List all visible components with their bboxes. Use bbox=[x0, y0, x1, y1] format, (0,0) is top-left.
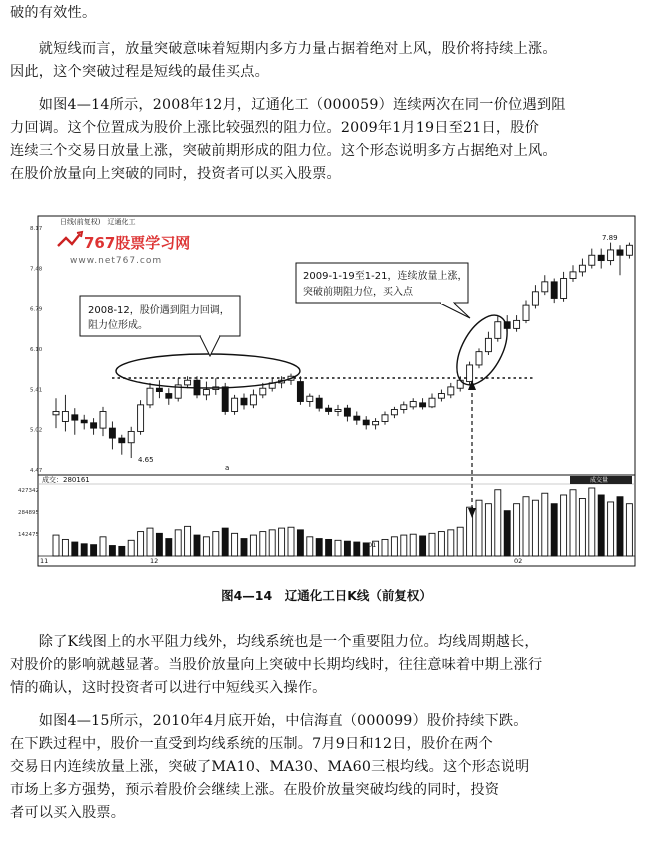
volume-label: 成交：280161 bbox=[42, 476, 90, 484]
annotation-left bbox=[80, 296, 240, 356]
volume-bar bbox=[128, 540, 134, 556]
candle bbox=[438, 390, 444, 402]
volume-bar bbox=[344, 541, 350, 556]
candle bbox=[457, 376, 463, 391]
volume-tick-label: 284895 bbox=[18, 510, 39, 516]
candle bbox=[269, 378, 275, 391]
volume-bar bbox=[109, 546, 115, 556]
volume-bar bbox=[175, 530, 181, 556]
volume-bar bbox=[260, 532, 266, 556]
paragraph-4-line-5: 者可以买入股票。 bbox=[10, 805, 126, 821]
annotation-right-line-1: 2009-1-19至1-21，连续放量上涨， bbox=[303, 271, 468, 282]
candle bbox=[626, 243, 632, 259]
volume-tick-label: 427342 bbox=[18, 488, 39, 494]
volume-bar bbox=[438, 532, 444, 556]
volume-tick-label: 142475 bbox=[18, 532, 39, 538]
volume-bar bbox=[391, 537, 397, 556]
volume-bar bbox=[279, 528, 285, 556]
volume-bar bbox=[532, 500, 538, 556]
volume-bar bbox=[241, 539, 247, 556]
volume-bar bbox=[429, 533, 435, 556]
volume-bar bbox=[138, 532, 144, 556]
volume-bar bbox=[288, 527, 294, 556]
volume-bar bbox=[297, 530, 303, 556]
paragraph-4-line-1: 如图4—15所示，2010年4月底开始，中信海直（000099）股价持续下跌。 bbox=[10, 713, 528, 729]
paragraph-2-line-4: 在股价放量向上突破的同时，投资者可以买入股票。 bbox=[10, 166, 341, 182]
date-label-dec: 12 bbox=[150, 557, 159, 565]
candle bbox=[62, 395, 68, 432]
candle bbox=[53, 398, 59, 428]
volume-bar bbox=[100, 537, 106, 556]
watermark-title: 767股票学习网 bbox=[84, 234, 191, 252]
candle bbox=[523, 300, 529, 323]
candle bbox=[203, 382, 209, 401]
paragraph-4-line-3: 交易日内连续放量上涨，突破了MA10、MA30、MA60三根均线。这个形态说明 bbox=[10, 759, 530, 775]
candle bbox=[401, 402, 407, 414]
volume-bar bbox=[185, 526, 191, 556]
candle bbox=[297, 376, 303, 405]
candle bbox=[410, 398, 416, 409]
volume-bar bbox=[213, 532, 219, 556]
price-tick-label: 5.02 bbox=[30, 427, 43, 434]
volume-bar bbox=[81, 544, 87, 556]
candle bbox=[354, 411, 360, 424]
candle bbox=[175, 378, 181, 401]
volume-bar bbox=[410, 534, 416, 556]
candle bbox=[561, 272, 567, 302]
volume-bar bbox=[401, 535, 407, 556]
volume-bar bbox=[91, 545, 97, 556]
volume-bar bbox=[316, 539, 322, 556]
price-tick-label: 8.17 bbox=[30, 226, 43, 232]
paragraph-2-line-2: 力回调。这个位置成为股价上涨比较强烈的阻力位。2009年1月19日至21日，股价 bbox=[10, 120, 540, 136]
volume-bar bbox=[53, 535, 59, 556]
volume-bar bbox=[476, 500, 482, 556]
breakout-connector bbox=[468, 380, 476, 518]
volume-bar bbox=[194, 535, 200, 556]
candle bbox=[344, 405, 350, 422]
volume-bar bbox=[119, 546, 125, 556]
volume-bar bbox=[495, 490, 501, 556]
volume-bar bbox=[166, 539, 172, 556]
candle bbox=[391, 407, 397, 418]
candle bbox=[241, 394, 247, 410]
volume-bar bbox=[617, 497, 623, 556]
candle bbox=[429, 394, 435, 409]
volume-bar bbox=[598, 495, 604, 556]
price-tick-label: 4.47 bbox=[30, 468, 43, 474]
low-price-label: 4.65 bbox=[138, 456, 154, 464]
candle bbox=[608, 243, 614, 266]
volume-bar bbox=[420, 536, 426, 556]
candle bbox=[91, 418, 97, 435]
candle bbox=[335, 405, 341, 416]
candle bbox=[589, 249, 595, 269]
paragraph-2-line-1: 如图4—14所示，2008年12月，辽通化工（000059）连续两次在同一价位遇到阻 bbox=[10, 97, 566, 113]
paragraph-3-line-1: 除了K线图上的水平阻力线外，均线系统也是一个重要阻力位。均线周期越长， bbox=[10, 634, 539, 650]
candle bbox=[382, 411, 388, 424]
candle bbox=[81, 415, 87, 430]
volume-bar bbox=[222, 528, 228, 556]
candle bbox=[542, 275, 548, 295]
paragraph-4-line-2: 在下跌过程中，股价一直受到均线系统的压制。7月9日和12日，股价在两个 bbox=[10, 736, 493, 752]
candle bbox=[119, 435, 125, 455]
volume-bar bbox=[561, 495, 567, 556]
volume-bar bbox=[156, 533, 162, 556]
watermark-url: www.net767.com bbox=[70, 256, 163, 266]
volume-bar bbox=[232, 533, 238, 556]
small-mark: a bbox=[225, 464, 230, 472]
volume-bar bbox=[589, 488, 595, 556]
volume-tab-label: 成交量 bbox=[590, 477, 609, 484]
paragraph-1-line-2: 因此，这个突破过程是短线的最佳买点。 bbox=[10, 64, 269, 80]
price-tick-label: 5.41 bbox=[30, 387, 43, 394]
paragraph-0: 破的有效性。 bbox=[10, 5, 97, 21]
paragraph-2-line-3: 连续三个交易日放量上涨，突破前期形成的阻力位。这个形态说明多方占据绝对上风。 bbox=[10, 143, 557, 159]
candle bbox=[420, 398, 426, 409]
chart-header: 日线(前复权) 辽通化工 bbox=[60, 218, 136, 226]
volume-bar bbox=[448, 530, 454, 556]
candle bbox=[485, 332, 491, 355]
volume-bar bbox=[147, 528, 153, 556]
volume-bar bbox=[354, 542, 360, 556]
candle bbox=[598, 249, 604, 269]
paragraph-1-line-1: 就短线而言，放量突破意味着短期内多方力量占据着绝对上风，股价将持续上涨。 bbox=[10, 41, 557, 57]
volume-bar bbox=[335, 540, 341, 556]
volume-bars bbox=[38, 488, 635, 556]
annotation-right-line-2: 突破前期阻力位，买入点 bbox=[303, 287, 413, 298]
candle bbox=[551, 279, 557, 304]
paragraph-3-line-2: 对股价的影响就越显著。当股价放量向上突破中长期均线时，往往意味着中期上涨行 bbox=[10, 657, 543, 673]
candle bbox=[326, 405, 332, 415]
volume-bar bbox=[570, 490, 576, 556]
volume-bar bbox=[250, 535, 256, 556]
candle bbox=[448, 383, 454, 398]
candle bbox=[373, 418, 379, 429]
candle bbox=[514, 315, 520, 332]
volume-bar bbox=[608, 502, 614, 556]
volume-bar bbox=[626, 504, 632, 556]
volume-bar bbox=[504, 511, 510, 556]
volume-bar bbox=[326, 539, 332, 556]
volume-bar bbox=[62, 539, 68, 556]
volume-bar bbox=[542, 493, 548, 556]
volume-bar bbox=[203, 537, 209, 556]
volume-bar bbox=[485, 504, 491, 556]
candle bbox=[213, 378, 219, 395]
date-label-nov: 11 bbox=[40, 557, 49, 565]
volume-axis-ticks bbox=[18, 488, 39, 538]
candle bbox=[147, 383, 153, 408]
candle bbox=[232, 395, 238, 415]
volume-bar bbox=[523, 497, 529, 556]
date-label-jan: 01 bbox=[368, 541, 377, 549]
price-tick-label: 6.10 bbox=[30, 347, 43, 353]
price-tick-label: 7.48 bbox=[30, 266, 43, 273]
paragraph-4-line-4: 市场上多方强势，预示着股价会继续上涨。在股价放量突破均线的同时，投资 bbox=[10, 782, 500, 798]
volume-bar bbox=[72, 542, 78, 556]
candle bbox=[363, 416, 369, 429]
volume-bar bbox=[551, 504, 557, 556]
paragraph-3-line-3: 情的确认，这时投资者可以进行中短线买入操作。 bbox=[10, 680, 327, 696]
candle bbox=[100, 407, 106, 436]
volume-bar bbox=[457, 527, 463, 556]
volume-bar bbox=[269, 530, 275, 556]
date-label-feb: 02 bbox=[514, 557, 523, 565]
volume-bar bbox=[307, 537, 313, 556]
candle bbox=[138, 400, 144, 435]
candle bbox=[532, 285, 538, 308]
candle bbox=[72, 408, 78, 435]
high-price-label: 7.89 bbox=[602, 234, 618, 242]
annotation-left-line-2: 阻力位形成。 bbox=[88, 320, 148, 331]
candle bbox=[617, 245, 623, 275]
annotation-left-line-1: 2008-12，股价遇到阻力回调， bbox=[88, 305, 230, 316]
price-tick-label: 6.79 bbox=[30, 306, 43, 313]
candle bbox=[316, 395, 322, 412]
annotation-right bbox=[296, 263, 470, 318]
figure-caption: 图4—14 辽通化工日K线（前复权） bbox=[221, 588, 432, 603]
candle bbox=[109, 421, 115, 449]
watermark-logo-icon bbox=[58, 232, 82, 246]
candle bbox=[570, 265, 576, 282]
volume-bar bbox=[579, 498, 585, 556]
volume-bar bbox=[514, 504, 520, 556]
candle bbox=[476, 348, 482, 368]
candle bbox=[156, 380, 162, 398]
candle bbox=[495, 316, 501, 341]
price-axis-ticks bbox=[30, 226, 43, 474]
volume-bar bbox=[382, 539, 388, 556]
resistance-ellipse bbox=[116, 354, 300, 388]
candle bbox=[307, 394, 313, 407]
candle bbox=[579, 259, 585, 277]
candle bbox=[250, 390, 256, 409]
candle bbox=[128, 427, 134, 458]
candle bbox=[166, 388, 172, 405]
